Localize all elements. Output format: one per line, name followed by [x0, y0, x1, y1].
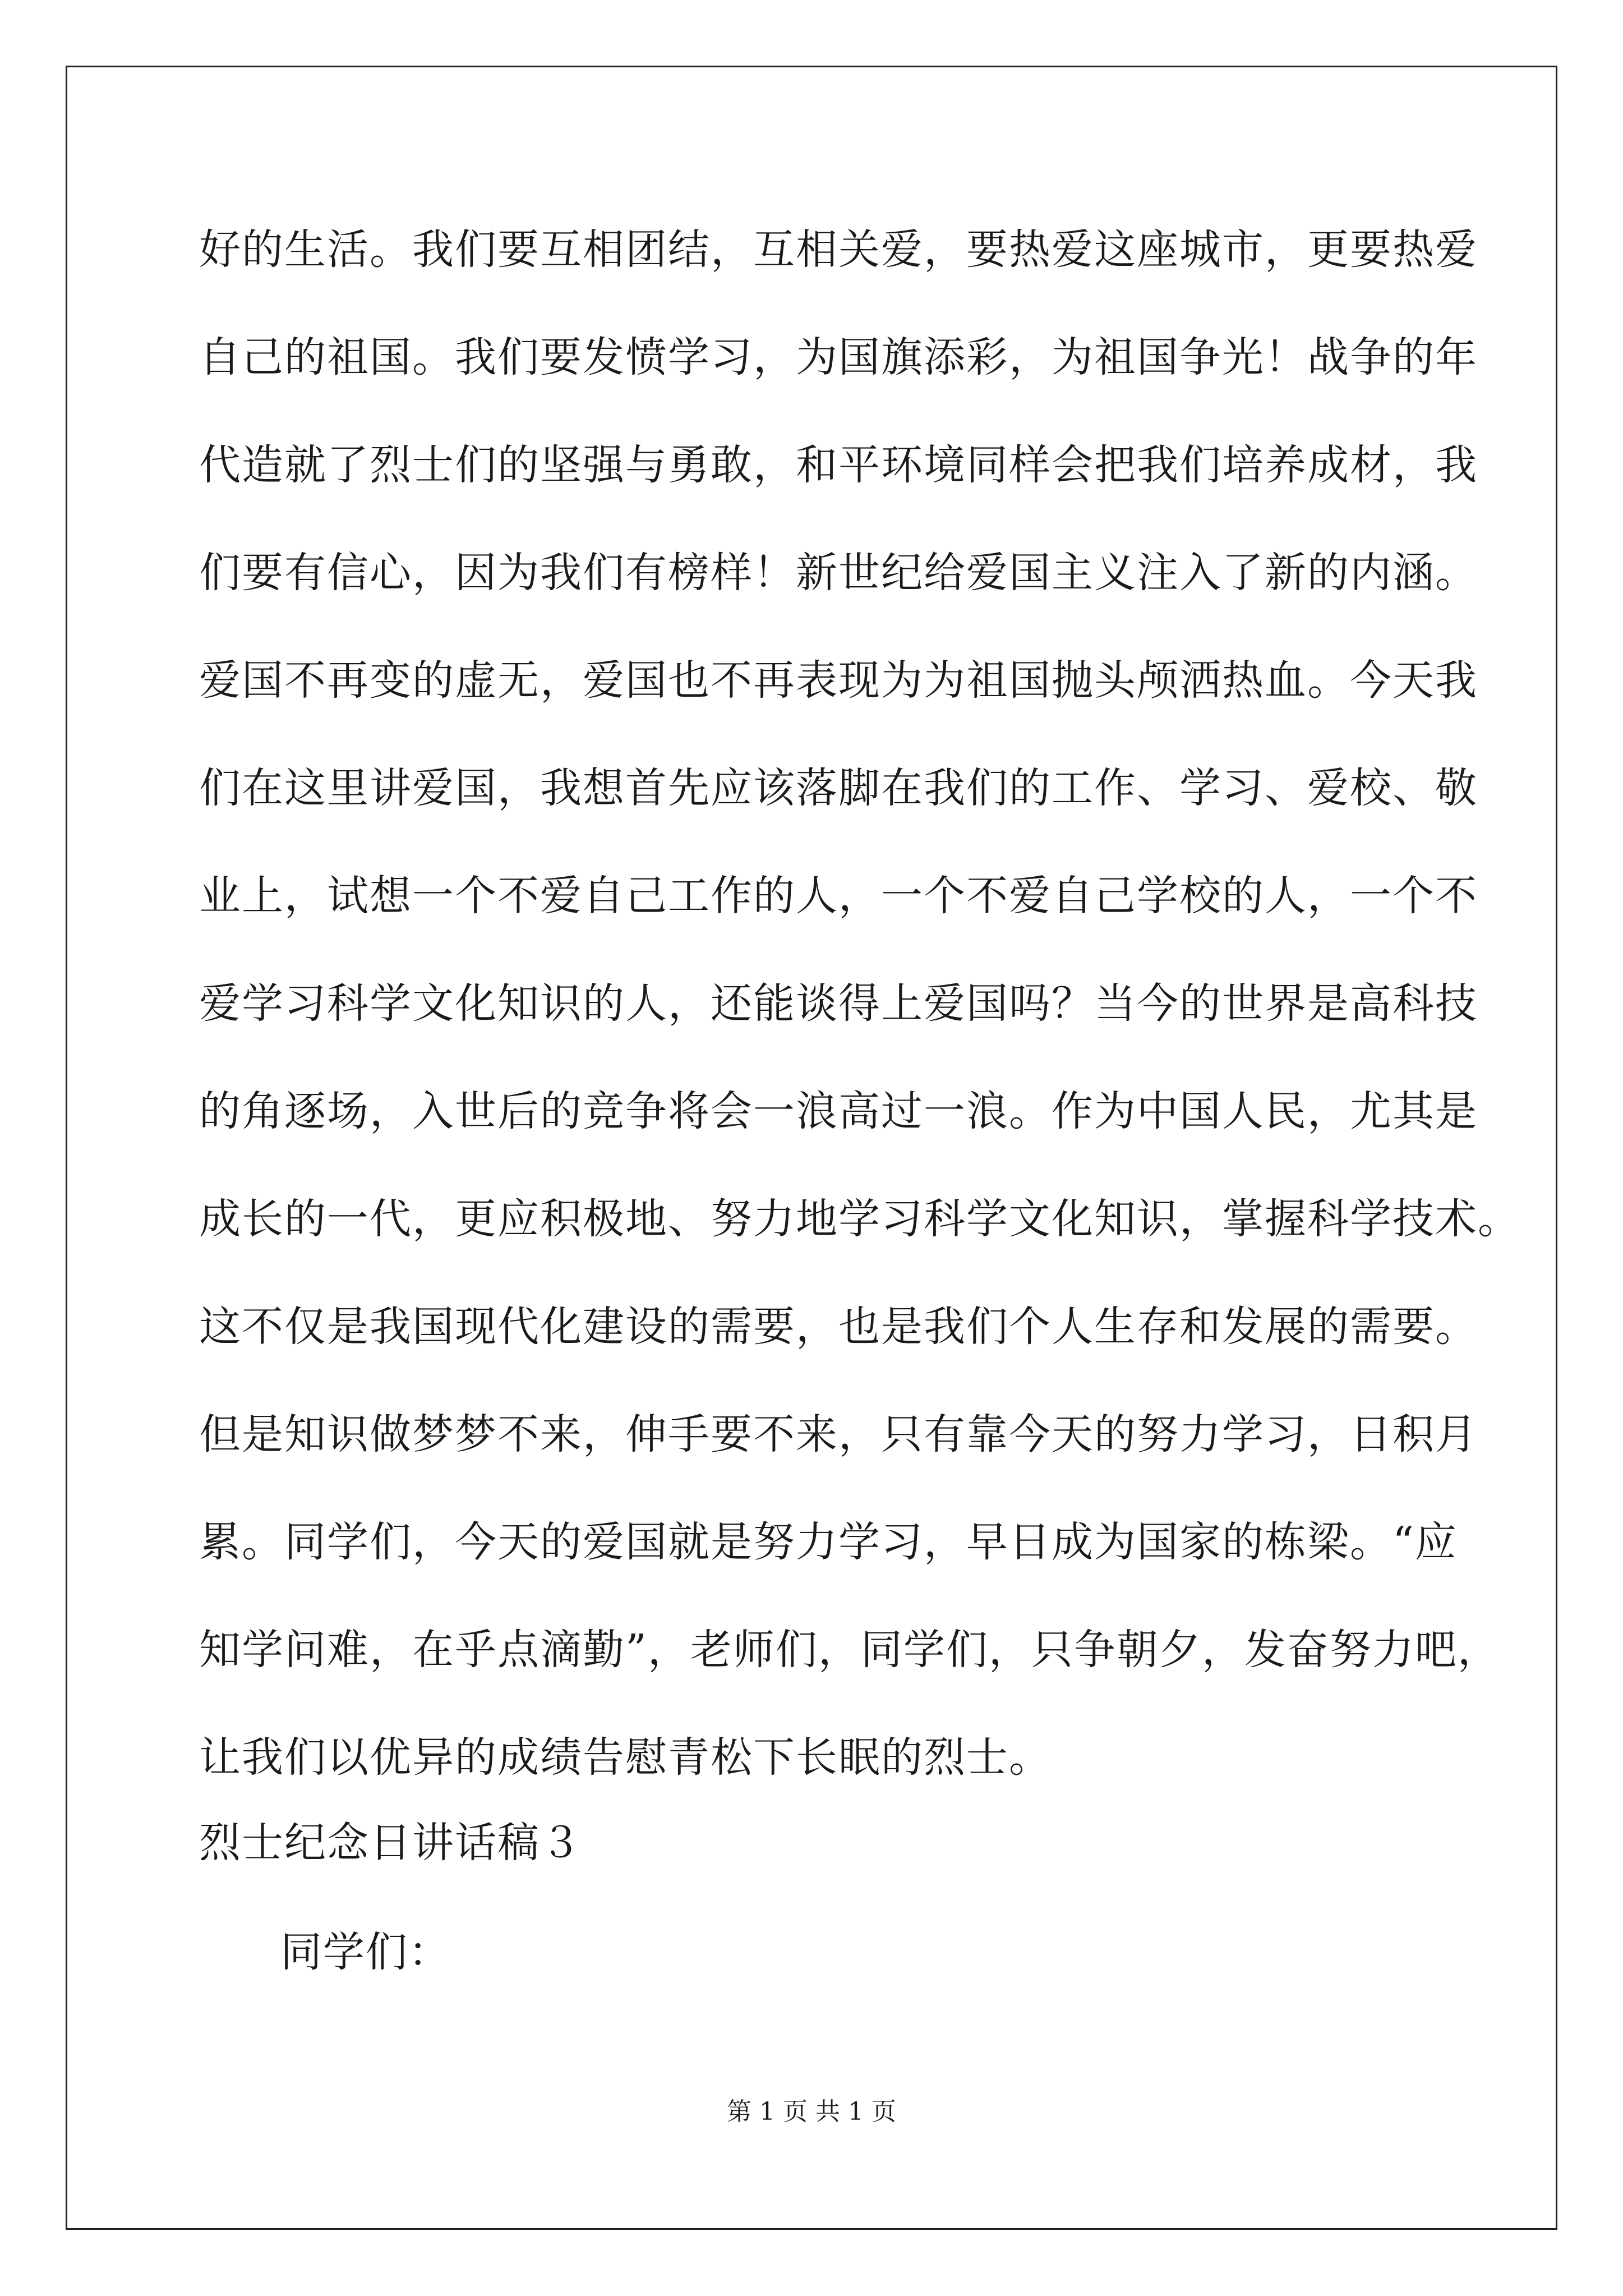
text-line: 这不仅是我国现代化建设的需要，也是我们个人生存和发展的需要。	[199, 1303, 1478, 1351]
text-line: 但是知识做梦梦不来，伸手要不来，只有靠今天的努力学习，日积月	[199, 1410, 1478, 1458]
section-title: 烈士纪念日讲话稿３	[199, 1819, 583, 1867]
text-line: 业上，试想一个不爱自己工作的人，一个不爱自己学校的人，一个不	[199, 872, 1478, 920]
text-line: 爱学习科学文化知识的人，还能谈得上爱国吗？当今的世界是高科技	[199, 979, 1478, 1028]
text-line: 让我们以优异的成绩告慰青松下长眠的烈士。	[199, 1733, 1052, 1782]
page-footer: 第 1 页 共 1 页	[727, 2097, 896, 2126]
text-line: 的角逐场，入世后的竞争将会一浪高过一浪。作为中国人民，尤其是	[199, 1087, 1478, 1135]
text-line: 知学问难，在乎点滴勤”，老师们，同学们，只争朝夕，发奋努力吧，	[199, 1626, 1500, 1674]
text-line: 成长的一代，更应积极地、努力地学习科学文化知识，掌握科学技术。	[199, 1195, 1520, 1243]
text-line: 好的生活。我们要互相团结，互相关爱，要热爱这座城市，更要热爱	[199, 226, 1478, 274]
body-text	[199, 213, 1520, 1829]
text-line: 累。同学们，今天的爱国就是努力学习，早日成为国家的栋梁。“应	[199, 1518, 1458, 1566]
text-line: 们在这里讲爱国，我想首先应该落脚在我们的工作、学习、爱校、敬	[199, 764, 1478, 812]
text-line: 爱国不再变的虚无，爱国也不再表现为为祖国抛头颅洒热血。今天我	[199, 656, 1478, 705]
text-line: 们要有信心，因为我们有榜样！新世纪给爱国主义注入了新的内涵。	[199, 549, 1478, 597]
salutation: 同学们：	[280, 1928, 451, 1976]
text-line: 自己的祖国。我们要发愤学习，为国旗添彩，为祖国争光！战争的年	[199, 333, 1478, 381]
text-line: 代造就了烈士们的坚强与勇敢，和平环境同样会把我们培养成材，我	[199, 441, 1478, 489]
